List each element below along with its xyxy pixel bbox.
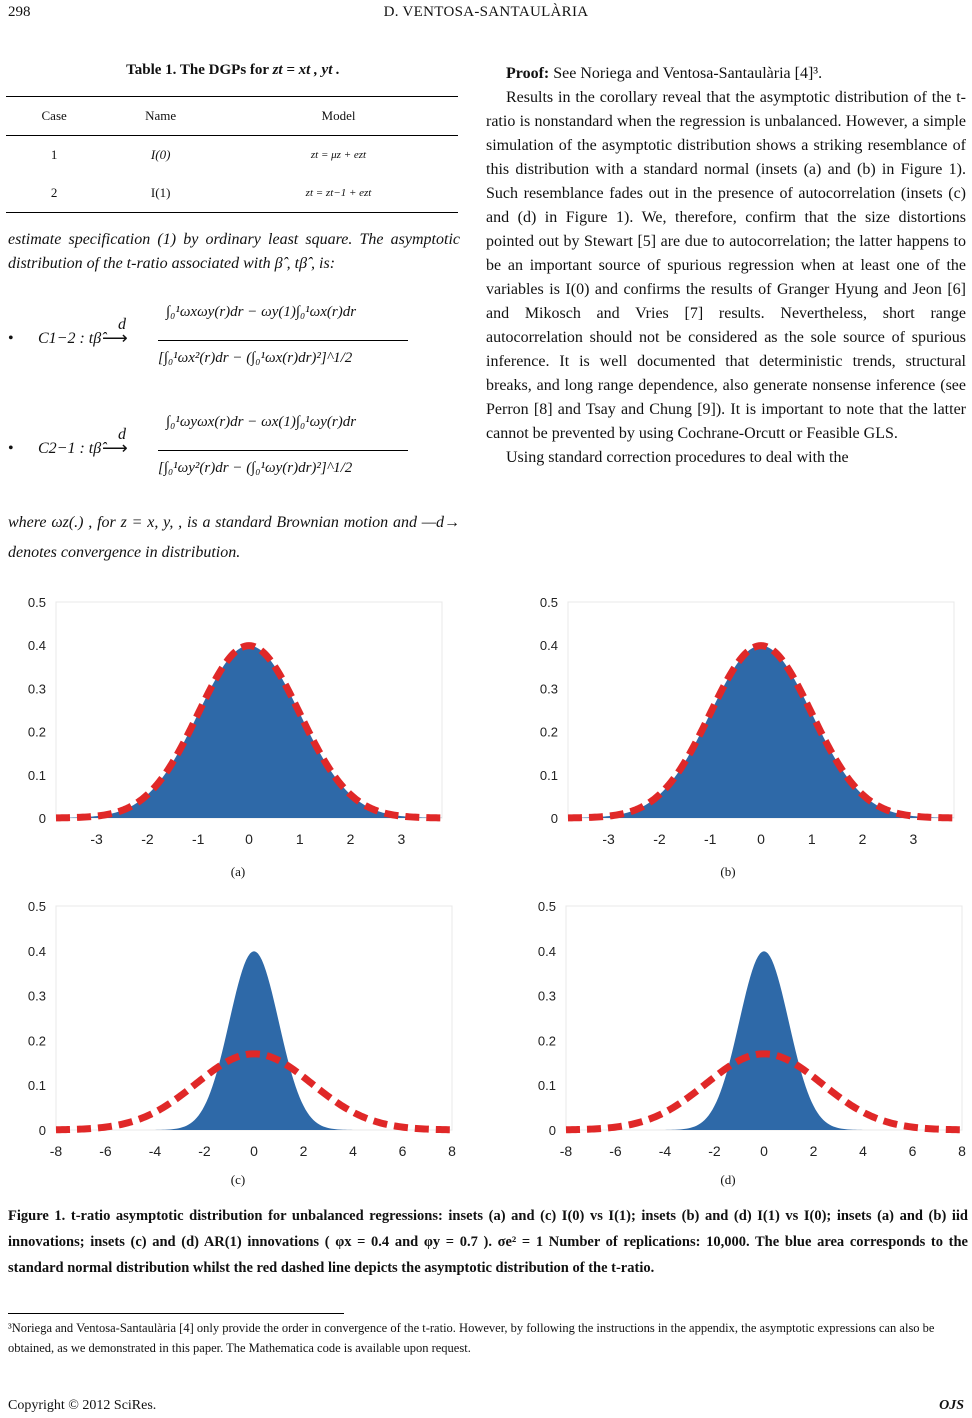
right-column-text [486,62,966,470]
column-header-model: Model [219,97,458,136]
x-tick-label: -8 [49,1143,63,1159]
x-tick-label: -8 [559,1143,573,1159]
x-tick-label: 3 [909,831,918,847]
x-tick-label: 8 [958,1143,966,1159]
cell-name: I(1) [102,174,219,213]
x-tick-label: -4 [148,1143,162,1159]
x-tick-label: -2 [141,831,154,847]
cell-case: 2 [6,174,102,213]
x-tick-label: 6 [908,1143,917,1159]
dgp-table [6,96,458,213]
y-tick-label: 0.3 [537,988,556,1004]
x-tick-label: 0 [757,831,765,847]
y-tick-label: 0 [38,1123,46,1138]
table-caption [8,62,458,79]
y-tick-label: 0 [548,1123,556,1138]
running-title: D. VENTOSA-SANTAULÀRIA [383,4,589,20]
y-tick-label: 0.2 [537,1033,556,1049]
equation-c12: • C1−2 : tβ̂ d ⟶ ∫₀¹ωxωy(r)dr − ωy(1)∫₀¹ωx(r)dr [∫₀¹ωx²(r)dr − (∫₀¹ωx(r)dr)²]^1/2 [8,300,460,390]
y-tick-label: 0.2 [27,724,46,740]
paragraph-results: Results in the corollary reveal that the asymptotic distribution of the t-ratio is nonstandard when the regression is unbalanced. However, a simple simulation of the asymptotic distribution shows a striking resemblance of this distribution with a standard normal (insets (a) and (b) in Figure 1). Such resemblance fades out in the presence of autocorrelation (insets (c) and (d) in Figure 1). We, therefore, confirm that the size distortions pointed out by Stewart [5] are due to autocorrelation; the latter happens to be an important source of spurious regression when at least one of the variables is I(0) and confirms the results of Granger Hyung and Jeon [6] and Mikosch and Vries [7] results. Nevertheless, short range autocorrelation should not be considered as the sole source of spurious inference. It is well documented that deterministic trends, structural breaks, and long range dependence, also generate nonsense inference (see Perron [8] and Tsay and Chung [9]). It is important to note that the latter cannot be prevented by using Cochrane-Orcutt or Feasible GLS. [486,89,966,442]
paragraph-using: Using standard correction procedures to deal with the [506,449,849,466]
y-tick-label: 0.3 [27,988,46,1004]
y-tick-label: 0.4 [537,943,556,959]
y-tick-label: 0.3 [27,681,46,697]
y-tick-label: 0.5 [27,899,46,914]
x-tick-label: -4 [658,1143,672,1159]
column-header-name: Name [102,97,219,136]
equation-numerator: ∫₀¹ωyωx(r)dr − ωx(1)∫₀¹ωy(r)dr [166,414,357,430]
y-tick-label: 0.4 [27,943,46,959]
x-tick-label: 8 [448,1143,456,1159]
equation-label: C1−2 : tβ̂ [38,330,102,347]
y-tick-label: 0 [38,811,46,826]
equation-denominator: [∫₀¹ωx²(r)dr − (∫₀¹ωx(r)dr)²]^1/2 [158,350,353,366]
cell-model: zt = zt−1 + ezt [219,174,458,213]
equation-denominator: [∫₀¹ωy²(r)dr − (∫₀¹ωy(r)dr)²]^1/2 [158,460,353,476]
cell-model: zt = μz + ezt [310,149,367,161]
x-tick-label: -3 [90,831,103,847]
arrow-label: d [118,316,126,333]
x-tick-label: 3 [397,831,406,847]
chart-inset-d [518,896,968,1166]
proof-text: See Noriega and Ventosa-Santaulària [4]³. [553,65,823,82]
inset-label-a: (a) [230,864,246,879]
proof-label: Proof: [506,65,550,82]
arrow-label: d [118,426,126,443]
paragraph-estimate: estimate specification (1) by ordinary least square. The asymptotic distribution of the t-ratio associated with β̂ , tβ̂ , is: [8,231,460,272]
inset-label-c: (c) [230,1172,246,1187]
y-tick-label: 0.1 [537,1078,556,1094]
y-tick-label: 0.4 [539,638,558,654]
page-number: 298 [8,4,31,20]
x-tick-label: 6 [398,1143,407,1159]
x-tick-label: 0 [245,831,253,847]
figure-caption: Figure 1. t-ratio asymptotic distribution for unbalanced regressions: insets (a) and (c) I(0) vs I(1); insets (b) and (d) I(1) vs I(0); insets (a) and (b) iid innovations; insets (c) and (d) AR(1) innovations ( φx = 0.4 and φy = 0.7 ). σe² = 1 Number of replications: 10,000. The blue area corresponds to the standard normal distribution whilst the red dashed line depicts the asymptotic distribution of the t-ratio. [8,1208,968,1276]
cell-name: I(0) [150,147,171,162]
table-row [6,136,458,175]
x-tick-label: 4 [859,1143,867,1159]
y-tick-label: 0.5 [537,899,556,914]
x-tick-label: -6 [609,1143,622,1159]
footnote: ³Noriega and Ventosa-Santaulària [4] only provide the order in convergence of the t-ratio. However, by following the instructions in the appendix, the asymptotic expressions can also be obtained, as we demonstrated in this paper. The Mathematica code is available upon request. [8,1321,935,1355]
y-tick-label: 0 [550,811,558,826]
x-tick-label: -2 [653,831,666,847]
x-tick-label: -3 [602,831,615,847]
column-header-case: Case [6,97,102,136]
x-tick-label: 2 [346,831,355,847]
x-tick-label: 0 [250,1143,258,1159]
y-tick-label: 0.1 [539,767,558,783]
table-caption-prefix: Table 1. The DGPs for [126,62,269,78]
y-tick-label: 0.2 [27,1033,46,1049]
y-tick-label: 0.2 [539,724,558,740]
x-tick-label: 1 [295,831,304,847]
x-tick-label: -1 [191,831,205,847]
footer-journal: OJS [939,1398,964,1413]
y-tick-label: 0.5 [539,595,558,610]
footnote-rule [8,1313,344,1314]
inset-label-b: (b) [720,864,736,879]
y-tick-label: 0.1 [27,1078,46,1094]
chart-inset-c [8,896,458,1166]
y-tick-label: 0.3 [539,681,558,697]
paragraph-where: where ωz(.) , for z = x, y, , is a standard Brownian motion and —d→ denotes convergence in distribution. [8,514,460,561]
x-tick-label: -2 [708,1143,721,1159]
chart-inset-b [520,592,960,854]
inset-label-d: (d) [720,1172,736,1187]
y-tick-label: 0.5 [27,595,46,610]
y-tick-label: 0.1 [27,767,46,783]
table-caption-formula: zt = xt , yt . [272,62,340,78]
equation-c21: • C2−1 : tβ̂ d ⟶ ∫₀¹ωyωx(r)dr − ωx(1)∫₀¹ωy(r)dr [∫₀¹ωy²(r)dr − (∫₀¹ωy(r)dr)²]^1/2 [8,410,460,500]
x-tick-label: 1 [807,831,816,847]
x-tick-label: 4 [349,1143,357,1159]
x-tick-label: -1 [703,831,717,847]
y-tick-label: 0.4 [27,638,46,654]
x-tick-label: 2 [809,1143,818,1159]
equation-label: C2−1 : tβ̂ [38,440,102,457]
chart-inset-a [8,592,448,854]
table-row [6,174,458,213]
x-tick-label: 2 [299,1143,308,1159]
x-tick-label: 2 [858,831,867,847]
cell-case: 1 [50,147,58,162]
equation-numerator: ∫₀¹ωxωy(r)dr − ωy(1)∫₀¹ωx(r)dr [166,304,357,320]
x-tick-label: -6 [99,1143,112,1159]
x-tick-label: -2 [198,1143,211,1159]
footer-copyright: Copyright © 2012 SciRes. [8,1398,157,1413]
x-tick-label: 0 [760,1143,768,1159]
